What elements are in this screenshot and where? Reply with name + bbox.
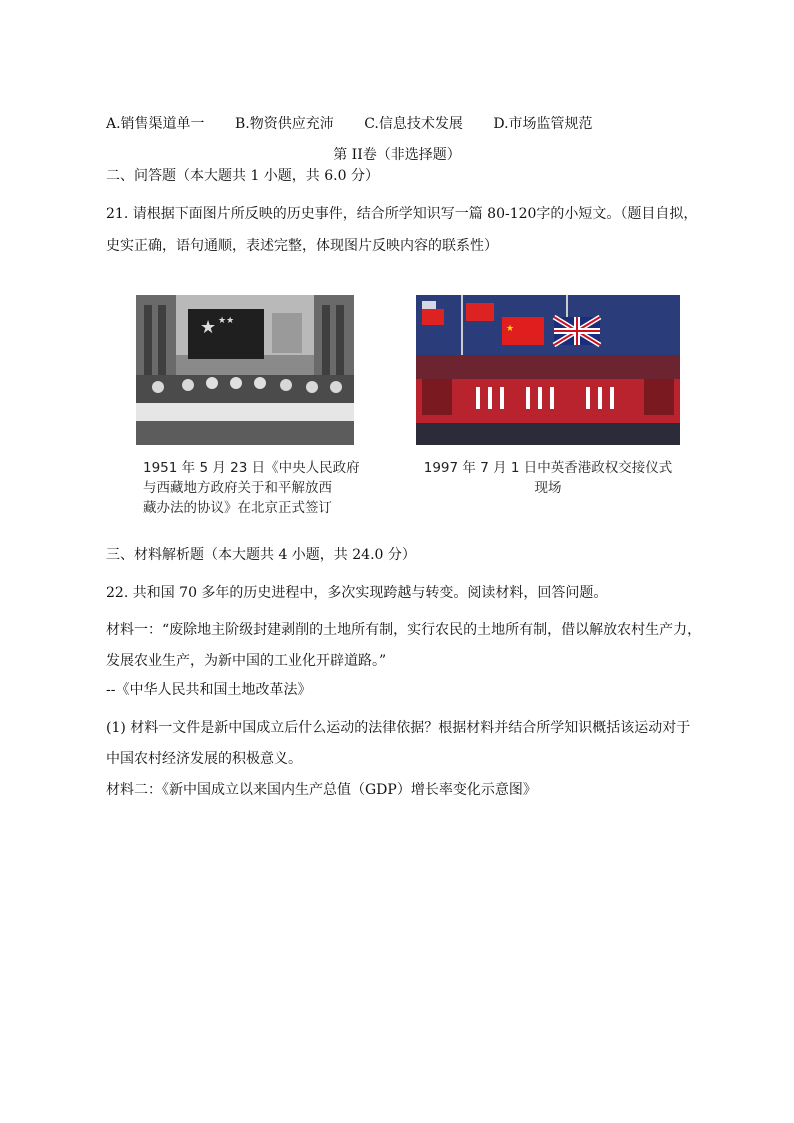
photo-2-caption-line: 1997 年 7 月 1 日中英香港政权交接仪式 [423, 460, 673, 476]
svg-text:★: ★ [200, 317, 217, 338]
photo-hong-kong-handover [416, 295, 680, 445]
photo-1-caption-line: 1951 年 5 月 23 日《中央人民政府 [143, 460, 360, 476]
material-1-line-2: 发展农业生产，为新中国的工业化开辟道路。” [106, 653, 387, 669]
sub-question-1-line-1: (1) 材料一文件是新中国成立后什么运动的法律依据？根据材料并结合所学知识概括该运动对于 [106, 720, 691, 736]
option-a: A.销售渠道单一 [106, 116, 205, 132]
material-1-line-1: 材料一：“废除地主阶级封建剥削的土地所有制，实行农民的土地所有制，借以解放农村生产力， [106, 622, 702, 638]
photo-2-caption-line: 现场 [534, 480, 562, 496]
svg-text:★: ★ [506, 324, 515, 334]
photo-2-caption [416, 458, 680, 498]
photo-1-caption [143, 458, 373, 518]
option-c: C.信息技术发展 [364, 116, 463, 132]
volume-title: 第 II卷（非选择题） [333, 147, 461, 163]
q22-prompt: 22. 共和国 70 多年的历史进程中，多次实现跨越与转变。阅读材料，回答问题。 [106, 585, 608, 601]
section-2-heading: 二、问答题（本大题共 1 小题，共 6.0 分） [106, 168, 379, 184]
photo-1-caption-line: 藏办法的协议》在北京正式签订 [143, 500, 332, 516]
q21-line-2: 史实正确，语句通顺，表述完整，体现图片反映内容的联系性） [106, 238, 498, 254]
q21-line-1: 21. 请根据下面图片所反映的历史事件，结合所学知识写一篇 80-120字的小短文。（题目自拟， [106, 206, 698, 222]
option-d: D.市场监管规范 [493, 116, 593, 132]
option-b: B.物资供应充沛 [235, 116, 334, 132]
svg-text:★★: ★★ [218, 316, 235, 326]
section-3-heading: 三、材料解析题（本大题共 4 小题，共 24.0 分） [106, 547, 416, 563]
photo-1-caption-line: 与西藏地方政府关于和平解放西 [143, 480, 332, 496]
answer-options [106, 114, 593, 134]
sub-question-1-line-2: 中国农村经济发展的积极意义。 [106, 751, 302, 767]
material-2-title: 材料二：《新中国成立以来国内生产总值（GDP）增长率变化示意图》 [106, 782, 537, 798]
material-1-source: --《中华人民共和国土地改革法》 [106, 682, 312, 698]
photo-tibet-agreement-signing [136, 295, 354, 445]
